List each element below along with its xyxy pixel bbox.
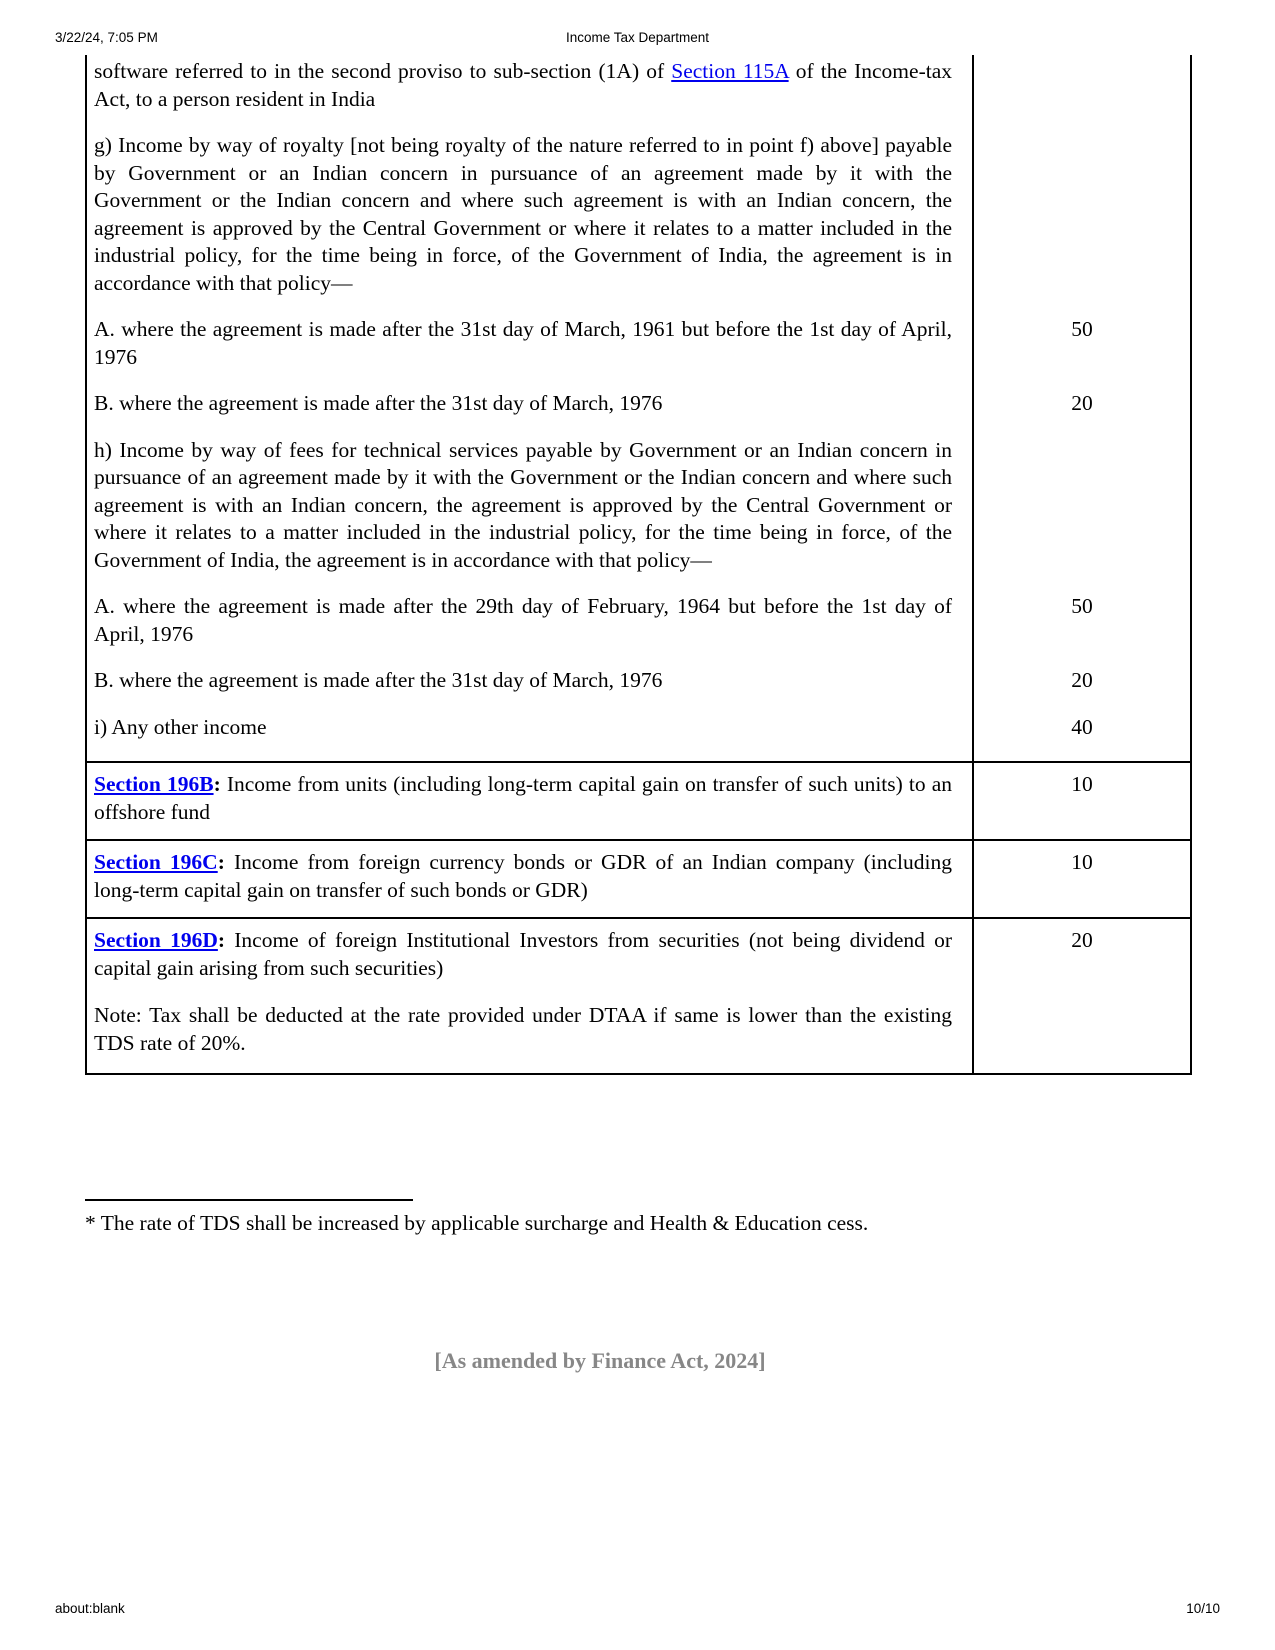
colon: : xyxy=(213,772,221,796)
row-196d-description: Income of foreign Institutional Investors from securities (not being dividend or capital gain arising from such securities) xyxy=(94,928,952,980)
table-subrow xyxy=(87,418,1190,575)
rate-value: 10 xyxy=(1071,772,1093,796)
table-row-195-continued xyxy=(87,55,1190,761)
header-datetime: 3/22/24, 7:05 PM xyxy=(55,30,158,45)
footer-url: about:blank xyxy=(55,1601,125,1616)
rate-value: 50 xyxy=(1071,594,1093,618)
rate-value: 40 xyxy=(1071,714,1093,739)
rate-value: 20 xyxy=(1071,668,1093,692)
rate-value: 20 xyxy=(1071,928,1093,952)
row-196b-description: Income from units (including long-term capital gain on transfer of such units) to an offshore fund xyxy=(94,772,952,824)
intro-text-pre: software referred to in the second proviso to sub-section (1A) of xyxy=(94,59,672,83)
table-subrow xyxy=(87,113,1190,297)
table-subrow xyxy=(87,371,1190,418)
footnote-text: * The rate of TDS shall be increased by applicable surcharge and Health & Education cess. xyxy=(85,1211,869,1235)
item-g-b-text: B. where the agreement is made after the 31st day of March, 1976 xyxy=(87,371,974,418)
item-i-text: i) Any other income xyxy=(87,695,974,762)
rate-value: 10 xyxy=(1071,850,1093,874)
rate-cell-empty xyxy=(974,113,1190,297)
intro-text-post: of the Income-tax Act, to a person resident in India xyxy=(94,59,952,111)
table-subrow xyxy=(87,55,1190,113)
row-196d-text xyxy=(87,919,974,1073)
colon: : xyxy=(217,928,226,952)
dtaa-note: Note: Tax shall be deducted at the rate provided under DTAA if same is lower than the existing TDS rate of 20%. xyxy=(94,1003,952,1055)
table-subrow xyxy=(87,297,1190,371)
table-subrow xyxy=(87,574,1190,648)
table-row-196c xyxy=(87,839,1190,917)
table-subrow xyxy=(87,695,1190,762)
row-196b-text xyxy=(87,763,974,839)
paragraph-h: h) Income by way of fees for technical services payable by Government or an Indian concern in pursuance of an agreement made by it with the Government or the Indian concern and where such agreement is with an Indian concern, the agreement is approved by the Central Government or where it relates to a matter included in the industrial policy, for the time being in force, of the Government of India, the agreement is in accordance with that policy— xyxy=(87,418,974,575)
header-title: Income Tax Department xyxy=(565,30,710,45)
footer-page-number: 10/10 xyxy=(1186,1601,1220,1616)
paragraph-g: g) Income by way of royalty [not being royalty of the nature referred to in point f) above] payable by Government or an Indian concern in pursuance of an agreement made by it with the Government or the Indian concern and where such agreement is with an Indian concern, the agreement is approved by the Central Government or where it relates to a matter included in the industrial policy, for the time being in force, of the Government of India, the agreement is in accordance with that policy— xyxy=(87,113,974,297)
rate-value: 20 xyxy=(1071,391,1093,415)
row-196c-text xyxy=(87,841,974,917)
item-g-a-text: A. where the agreement is made after the 31st day of March, 1961 but before the 1st day of April, 1976 xyxy=(87,297,974,371)
intro-paragraph xyxy=(87,55,974,113)
table-bottom-border xyxy=(87,1073,1190,1075)
section-196d-link[interactable]: Section 196D xyxy=(94,928,218,952)
item-h-a-text: A. where the agreement is made after the 29th day of February, 1964 but before the 1st day of April, 1976 xyxy=(87,574,974,648)
rate-value: 50 xyxy=(1071,317,1093,341)
row-196d-main xyxy=(94,927,952,982)
footnote-divider-rule xyxy=(85,1199,413,1201)
section-196b-link[interactable]: Section 196B xyxy=(94,772,214,796)
amended-by-finance-act-note: [As amended by Finance Act, 2024] xyxy=(434,1348,766,1373)
item-h-b-text: B. where the agreement is made after the 31st day of March, 1976 xyxy=(87,648,974,695)
table-row-196d xyxy=(87,917,1190,1073)
table-row-196b xyxy=(87,761,1190,839)
rate-cell-empty xyxy=(974,418,1190,575)
table-subrow xyxy=(87,648,1190,695)
rate-cell-empty xyxy=(974,55,1190,113)
colon: : xyxy=(217,850,225,874)
section-196c-link[interactable]: Section 196C xyxy=(94,850,218,874)
tds-rates-table xyxy=(85,55,1192,1075)
section-115a-link[interactable]: Section 115A xyxy=(671,59,789,83)
row-196c-description: Income from foreign currency bonds or GDR of an Indian company (including long-term capital gain on transfer of such bonds or GDR) xyxy=(94,850,952,902)
